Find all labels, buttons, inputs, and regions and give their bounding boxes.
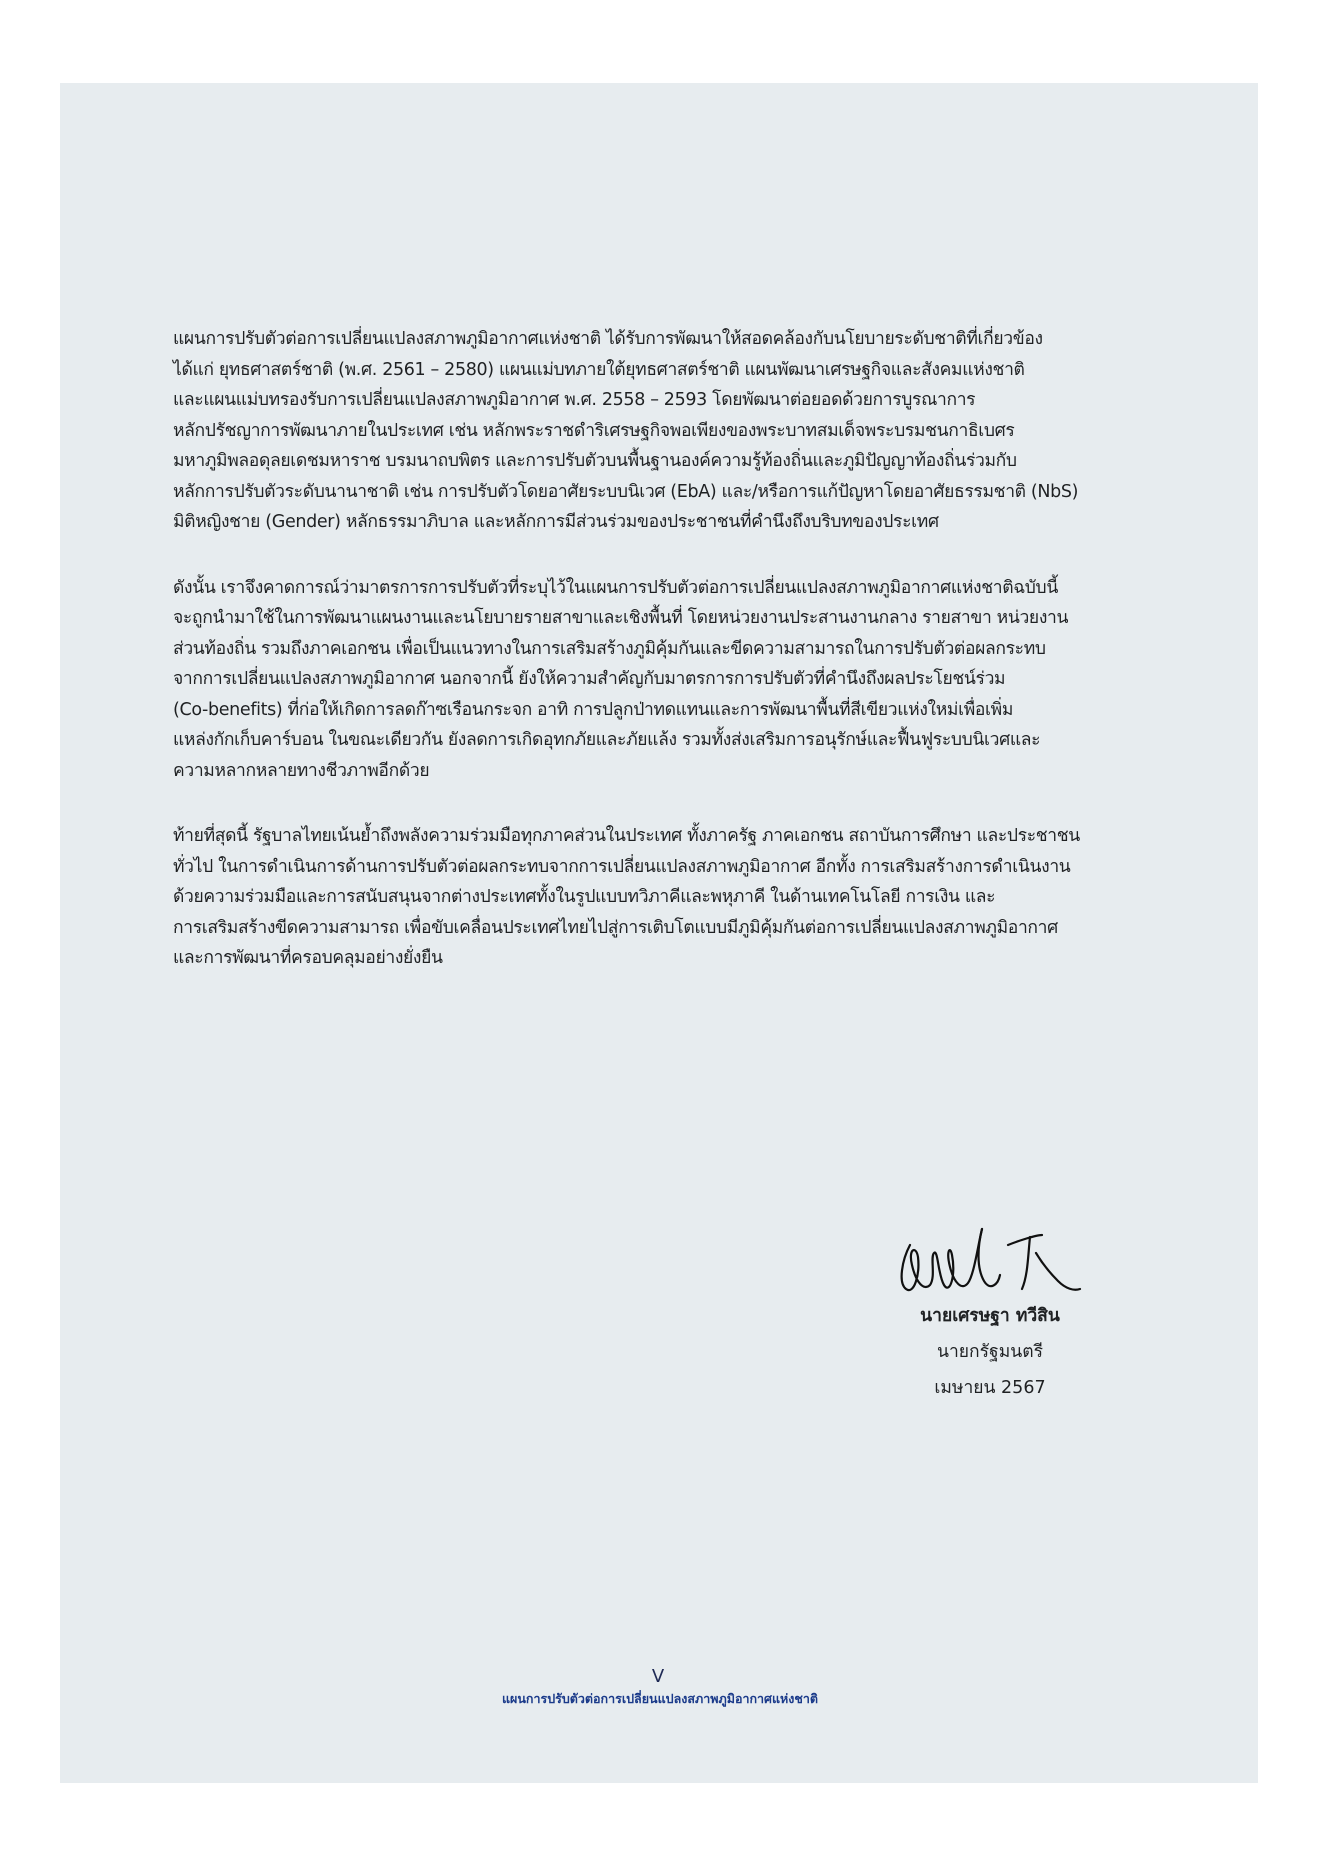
text-line: ความหลากหลายทางชีวภาพอีกด้วย [173, 760, 430, 781]
text-line: แผนการปรับตัวต่อการเปลี่ยนแปลงสภาพภูมิอากาศแห่งชาติ ได้รับการพัฒนาให้สอดคล้องกับนโยบายระดับชาติที่เกี่ยวข้อง [173, 329, 1043, 349]
paragraph-2 [173, 573, 1145, 787]
text-line: ด้วยความร่วมมือและการสนับสนุนจากต่างประเทศทั้งในรูปแบบทวิภาคีและพหุภาคี ในด้านเทคโนโลยี การเงิน และ [173, 887, 996, 907]
signatory-name: นายเศรษฐา ทวีสิน [920, 1306, 1060, 1326]
text-line: มหาภูมิพลอดุลยเดชมหาราช บรมนาถบพิตร และการปรับตัวบนพื้นฐานองค์ความรู้ท้องถิ่นและภูมิปัญญาท้องถิ่นร่วมกับ [173, 451, 1017, 471]
text-line: ท้ายที่สุดนี้ รัฐบาลไทยเน้นย้ำถึงพลังความร่วมมือทุกภาคส่วนในประเทศ ทั้งภาครัฐ ภาคเอกชน สถาบันการศึกษา และประชาชน [173, 826, 1080, 846]
text-line: จากการเปลี่ยนแปลงสภาพภูมิอากาศ นอกจากนี้ ยังให้ความสำคัญกับมาตรการการปรับตัวที่คำนึงถึงผลประโยชน์ร่วม [173, 669, 1006, 689]
text-line: จะถูกนำมาใช้ในการพัฒนาแผนงานและนโยบายรายสาขาและเชิงพื้นที่ โดยหน่วยงานประสานงานกลาง รายสาขา หน่วยงาน [173, 608, 1069, 628]
text-line: หลักการปรับตัวระดับนานาชาติ เช่น การปรับตัวโดยอาศัยระบบนิเวศ (EbA) และ/หรือการแก้ปัญหาโดยอาศัยธรรมชาติ (NbS) [173, 481, 1079, 502]
text-line: ทั่วไป ในการดำเนินการด้านการปรับตัวต่อผลกระทบจากการเปลี่ยนแปลงสภาพภูมิอากาศ อีกทั้ง การเสริมสร้างการดำเนินงาน [173, 856, 1071, 877]
paragraph-3 [173, 821, 1145, 974]
signatory-title: นายกรัฐมนตรี [937, 1342, 1043, 1362]
text-line: การเสริมสร้างขีดความสามารถ เพื่อขับเคลื่อนประเทศไทยไปสู่การเติบโตแบบมีภูมิคุ้มกันต่อการเปลี่ยนแปลงสภาพภูมิอากาศ [173, 917, 1058, 938]
footer-document-title: แผนการปรับตัวต่อการเปลี่ยนแปลงสภาพภูมิอากาศแห่งชาติ [501, 1691, 819, 1706]
text-line: ดังนั้น เราจึงคาดการณ์ว่ามาตรการการปรับตัวที่ระบุไว้ในแผนการปรับตัวต่อการเปลี่ยนแปลงสภาพภูมิอากาศแห่งชาติฉบับนี้ [173, 577, 1058, 598]
text-line: หลักปรัชญาการพัฒนาภายในประเทศ เช่น หลักพระราชดำริเศรษฐกิจพอเพียงของพระบาทสมเด็จพระบรมชนกาธิเบศร [173, 420, 1015, 441]
handwritten-signature [890, 1205, 1090, 1305]
text-line: ส่วนท้องถิ่น รวมถึงภาคเอกชน เพื่อเป็นแนวทางในการเสริมสร้างภูมิคุ้มกันและขีดความสามารถในการปรับตัวต่อผลกระทบ [173, 638, 1046, 659]
text-line: มิติหญิงชาย (Gender) หลักธรรมาภิบาล และหลักการมีส่วนร่วมของประชาชนที่คำนึงถึงบริบทของประเทศ [173, 512, 939, 532]
page-number: V [651, 1666, 665, 1687]
text-line: และการพัฒนาที่ครอบคลุมอย่างยั่งยืน [173, 948, 443, 968]
text-line: และแผนแม่บทรองรับการเปลี่ยนแปลงสภาพภูมิอากาศ พ.ศ. 2558 – 2593 โดยพัฒนาต่อยอดด้วยการบูรณาการ [173, 390, 976, 410]
letter-body [173, 324, 1145, 1009]
text-line: ได้แก่ ยุทธศาสตร์ชาติ (พ.ศ. 2561 – 2580) แผนแม่บทภายใต้ยุทธศาสตร์ชาติ แผนพัฒนาเศรษฐกิจและสังคมแห่งชาติ [173, 359, 1025, 380]
text-line: (Co-benefits) ที่ก่อให้เกิดการลดก๊าซเรือนกระจก อาทิ การปลูกป่าทดแทนและการพัฒนาพื้นที่สีเขียวแห่งใหม่เพื่อเพิ่ม [173, 699, 1014, 720]
signature-block [840, 1298, 1140, 1406]
paragraph-1 [173, 324, 1145, 538]
text-line: แหล่งกักเก็บคาร์บอน ในขณะเดียวกัน ยังลดการเกิดอุทกภัยและภัยแล้ง รวมทั้งส่งเสริมการอนุรักษ์และฟื้นฟูระบบนิเวศและ [173, 730, 1041, 750]
signature-date: เมษายน 2567 [934, 1378, 1046, 1398]
